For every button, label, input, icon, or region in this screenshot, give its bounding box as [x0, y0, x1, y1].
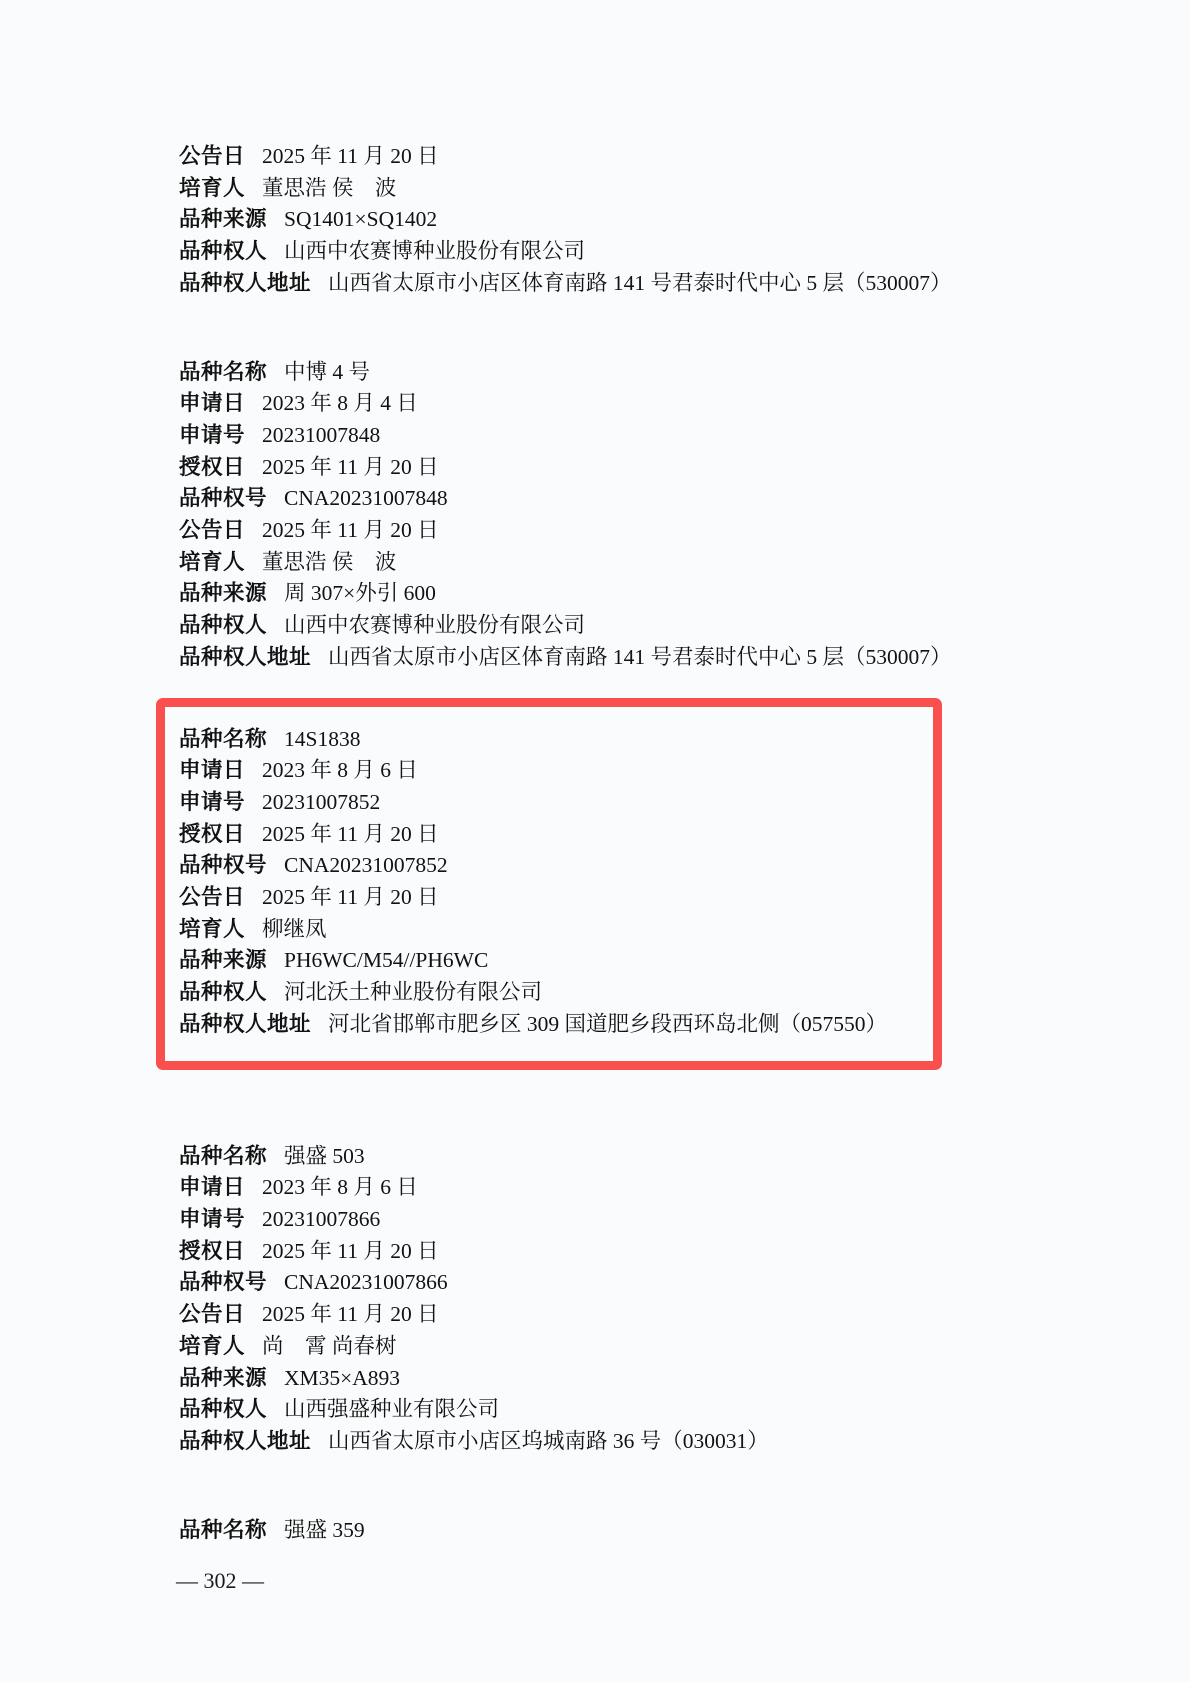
field-row	[179, 882, 923, 914]
field-value: 山西省太原市小店区体育南路 141 号君泰时代中心 5 层（530007）	[328, 644, 952, 669]
field-value: 山西省太原市小店区坞城南路 36 号（030031）	[328, 1428, 769, 1453]
field-label: 品种权人	[179, 980, 268, 1005]
field-value: 20231007852	[262, 789, 381, 814]
field-value: 14S1838	[284, 726, 361, 751]
field-value: 山西省太原市小店区体育南路 141 号君泰时代中心 5 层（530007）	[328, 270, 952, 295]
record	[179, 1515, 1190, 1547]
field-value: PH6WC/M54//PH6WC	[284, 948, 489, 973]
field-value: 山西中农赛博种业股份有限公司	[284, 613, 586, 638]
field-value: 2025 年 11 月 20 日	[262, 1238, 439, 1263]
field-label: 培育人	[179, 1333, 246, 1358]
record-highlighted	[156, 698, 942, 1070]
field-label: 授权日	[179, 821, 246, 846]
field-row	[179, 977, 923, 1009]
field-value: 2025 年 11 月 20 日	[262, 518, 439, 543]
field-value: 山西中农赛博种业股份有限公司	[284, 239, 586, 264]
field-label: 授权日	[179, 454, 246, 479]
field-value: 山西强盛种业有限公司	[284, 1397, 500, 1422]
field-label: 授权日	[179, 1238, 246, 1263]
field-label: 品种权人	[179, 239, 268, 264]
field-value: 强盛 359	[284, 1517, 365, 1542]
field-label: 品种权号	[179, 486, 268, 511]
field-label: 品种权人地址	[179, 1428, 312, 1453]
field-row	[179, 204, 1190, 236]
field-value: 2023 年 8 月 6 日	[262, 758, 418, 783]
field-value: 2023 年 8 月 4 日	[262, 391, 418, 416]
field-row	[179, 1267, 1190, 1299]
field-row	[179, 452, 1190, 484]
field-label: 品种权人地址	[179, 644, 312, 669]
field-row	[179, 819, 923, 851]
field-row	[179, 547, 1190, 579]
field-label: 申请号	[179, 422, 246, 447]
field-label: 品种来源	[179, 581, 268, 606]
field-label: 品种来源	[179, 207, 268, 232]
field-value: 强盛 503	[284, 1143, 365, 1168]
field-row	[179, 755, 923, 787]
field-label: 品种权人	[179, 1397, 268, 1422]
field-value: 2025 年 11 月 20 日	[262, 144, 439, 168]
field-label: 品种名称	[179, 726, 268, 751]
field-row	[179, 1363, 1190, 1395]
field-label: 公告日	[179, 1302, 246, 1327]
field-row	[179, 578, 1190, 610]
field-label: 申请日	[179, 391, 246, 416]
field-value: 20231007848	[262, 422, 381, 447]
field-row	[179, 850, 923, 882]
records-container	[0, 141, 1190, 1546]
field-row	[179, 642, 1190, 674]
field-label: 培育人	[179, 549, 246, 574]
page-number: — 302 —	[176, 1568, 264, 1593]
field-label: 公告日	[179, 885, 246, 910]
field-label: 公告日	[179, 144, 246, 168]
field-label: 品种名称	[179, 1517, 268, 1542]
field-row	[179, 1172, 1190, 1204]
field-row	[179, 1299, 1190, 1331]
field-value: SQ1401×SQ1402	[284, 207, 438, 232]
field-value: 尚 霄 尚春树	[262, 1333, 397, 1358]
field-value: CNA20231007852	[284, 853, 448, 878]
record	[179, 357, 1190, 674]
field-row	[179, 420, 1190, 452]
field-label: 品种权人地址	[179, 270, 312, 295]
field-row	[179, 483, 1190, 515]
field-value: 柳继凤	[262, 916, 327, 941]
field-label: 申请号	[179, 789, 246, 814]
field-row	[179, 1009, 923, 1041]
field-label: 品种名称	[179, 1143, 268, 1168]
field-row	[179, 724, 923, 756]
field-value: 董思浩 侯 波	[262, 549, 397, 574]
field-value: 周 307×外引 600	[284, 581, 436, 606]
field-value: 2023 年 8 月 6 日	[262, 1175, 418, 1200]
field-row	[179, 1331, 1190, 1363]
field-value: XM35×A893	[284, 1365, 401, 1390]
field-label: 品种来源	[179, 948, 268, 973]
field-value: 20231007866	[262, 1206, 381, 1231]
field-value: 2025 年 11 月 20 日	[262, 1302, 439, 1327]
field-label: 品种名称	[179, 359, 268, 384]
field-row	[179, 388, 1190, 420]
field-value: 河北省邯郸市肥乡区 309 国道肥乡段西环岛北侧（057550）	[328, 1011, 888, 1036]
field-label: 申请日	[179, 758, 246, 783]
field-row	[179, 1236, 1190, 1268]
field-row	[179, 1204, 1190, 1236]
field-value: 河北沃土种业股份有限公司	[284, 980, 543, 1005]
field-value: CNA20231007848	[284, 486, 448, 511]
field-label: 品种来源	[179, 1365, 268, 1390]
field-label: 公告日	[179, 518, 246, 543]
field-row	[179, 914, 923, 946]
field-value: CNA20231007866	[284, 1270, 448, 1295]
field-value: 中博 4 号	[284, 359, 371, 384]
field-row	[179, 268, 1190, 300]
field-value: 2025 年 11 月 20 日	[262, 885, 439, 910]
field-label: 品种权号	[179, 853, 268, 878]
field-label: 品种权人地址	[179, 1011, 312, 1036]
field-label: 培育人	[179, 916, 246, 941]
field-row	[179, 173, 1190, 205]
field-label: 培育人	[179, 175, 246, 200]
field-row	[179, 141, 1190, 173]
field-value: 董思浩 侯 波	[262, 175, 397, 200]
field-row	[179, 1394, 1190, 1426]
field-label: 申请号	[179, 1206, 246, 1231]
field-label: 品种权号	[179, 1270, 268, 1295]
field-row	[179, 610, 1190, 642]
field-label: 品种权人	[179, 613, 268, 638]
field-row	[179, 1426, 1190, 1458]
field-row	[179, 1141, 1190, 1173]
field-value: 2025 年 11 月 20 日	[262, 821, 439, 846]
record	[179, 1141, 1190, 1458]
field-row	[179, 236, 1190, 268]
field-row	[179, 357, 1190, 389]
field-row	[179, 945, 923, 977]
field-label: 申请日	[179, 1175, 246, 1200]
field-row	[179, 787, 923, 819]
record	[179, 141, 1190, 300]
field-row	[179, 1515, 1190, 1547]
field-value: 2025 年 11 月 20 日	[262, 454, 439, 479]
field-row	[179, 515, 1190, 547]
